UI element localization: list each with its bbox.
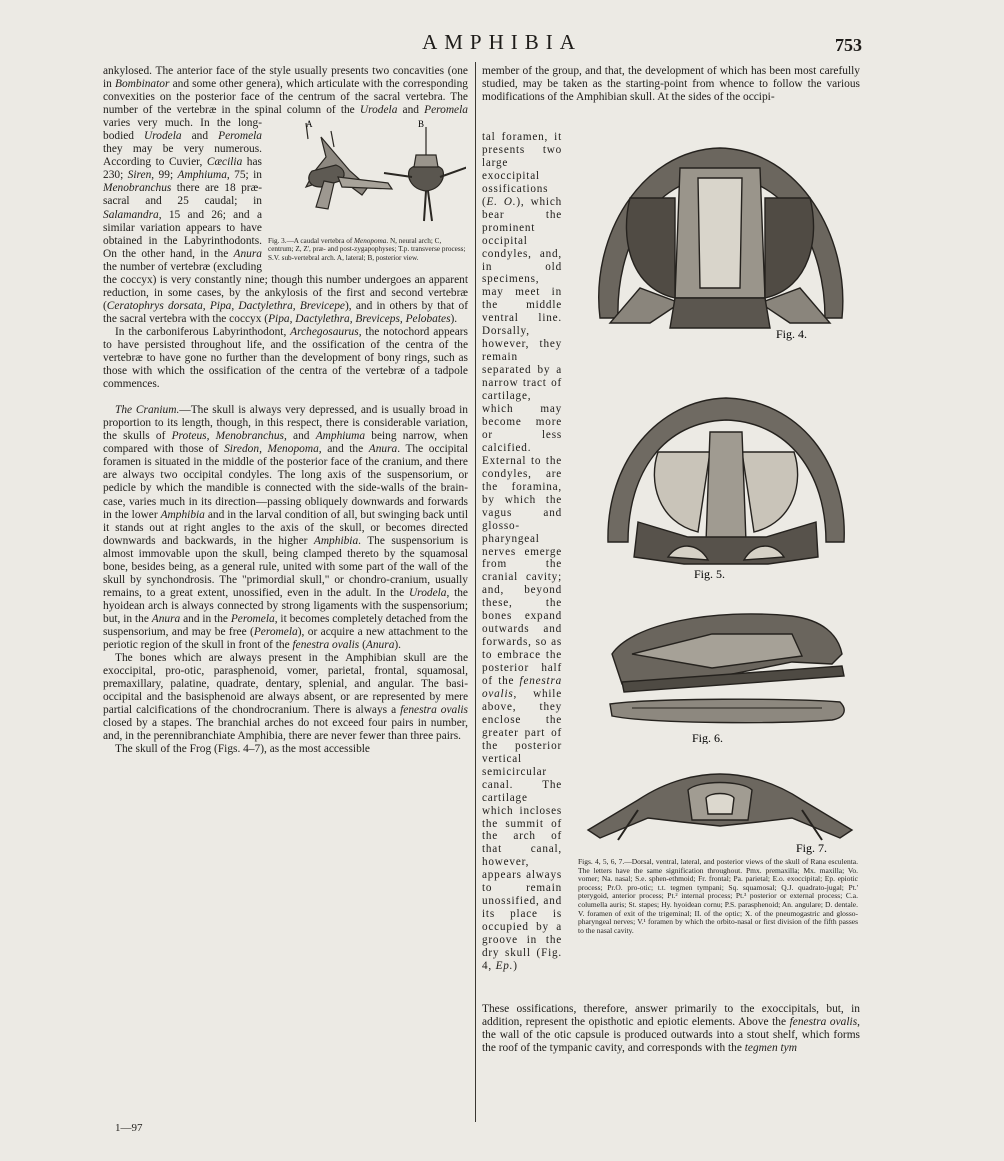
fig3-label-b: B bbox=[418, 119, 425, 130]
right-column-top: member of the group, and that, the development of which has been most carefully studied, may be taken as the starting-point from whence to follow the various modifications of the Amphibian skull. At the sides of the occipi- bbox=[482, 65, 860, 104]
paragraph-vertebrae: ankylosed. The anterior face of the style usually presents two concavities (one in Bombinator and some other genera), which articulate with the corresponding convexities on the posterior face of the centrum of the sacral vertebra. The number of the vertebræ in the spinal column of the A B Fig. 3.—A caudal vertebra of Menopoma. N, neural arch; C, centrum; Z, Z', præ- and post-zygapophyses; T.p. transverse process; S.V. sub-vertebral arch. A, lateral; B, posterior view. Urodela and Peromela varies very much. In the long-bodied Urodela and Peromela they may be very numerous. According to Cuvier, Cæcilia has 230; Siren, 99; Amphiuma, 75; in Menobranchus there are 18 præ-sacral and 25 caudal; in Salamandra, 15 and 26; and a similar variation appears to have obtained in the Labyrinthodonts. On the other hand, in the Anura the number of vertebræ (excluding the coccyx) is very constantly nine; though this number undergoes an apparent reduction, in some cases, by the ankylosis of the first and second vertebræ (Ceratophrys dorsata, Pipa, Dactylethra, Brevicepe), and in others by that of the sacral vertebra with the coccyx (Pipa, Dactylethra, Breviceps, Pelobates). bbox=[103, 65, 468, 325]
figures-caption: Figs. 4, 5, 6, 7.—Dorsal, ventral, lateral, and posterior views of the skull of Rana esculenta. The letters have the same signification throughout. Pmx. premaxilla; Mx. maxilla; Vo. vomer; Na. nasal; S.e. sphen-ethmoid; Fr. frontal; Pa. parietal; E.o. exoccipital; Ep. epiotic process; Pr.O. pro-otic; t.t. tegmen tympani; Sq. squamosal; Q.J. quadrato-jugal; Pt.' pterygoid, anterior process; Pt.² internal process; Pt.³ posterior or external process; C.a. columella auris; St. stapes; Hy. hyoidean cornu; P.S. parasphenoid; An. angulare; D. dentale. V. foramen of exit of the trigeminal; II. of the optic; X. of the pneumogastric and glosso-pharyngeal nerves; V.¹ foramen by which the orbito-nasal or first division of the fifth passes to the nasal cavity. bbox=[578, 857, 858, 935]
paragraph-frog-skull: The skull of the Frog (Figs. 4–7), as the most accessible bbox=[115, 743, 370, 756]
paragraph-cranium: The Cranium.—The skull is always very depressed, and is usually broad in proportion to its length, though, in this respect, there is considerable variation, the skulls of Proteus, Menobranchus, and Amphiuma being narrow, when compared with those of Siredon, Menopoma, and the Anura. The occipital foramen is situated in the middle of the posterior face of the cranium, and there are always two occipital condyles. The long axis of the suspensorium, or pedicle by which the mandible is connected with the side-walls of the brain-case, varies much in its direction—passing obliquely downwards and forwards in the lower Amphibia and in the larval condition of all, but swinging back until it stands out at right angles to the axis of the skull, or becomes directed downwards and backwards, in the higher Amphibia. The suspensorium is almost immovable upon the skull, being clamped thereto by the squamosal bone, besides being, as a general rule, united with some part of the wall of the skull by synchondrosis. The "primordial skull," or chondro-cranium, usually remains, to a great extent, unossified, even in the adult. In the Urodela, the hyoidean arch is always connected by strong ligaments with the suspensorium; but, in the Anura and in the Peromela, it becomes completely detached from the suspensorium, and may be free (Peromela), or acquire a new attachment to the periotic region of the skull in front of the fenestra ovalis (Anura). bbox=[103, 404, 469, 652]
figure-5-skull-ventral bbox=[598, 392, 860, 582]
figure-3 bbox=[268, 117, 468, 265]
right-column-narrow: tal foramen, it presents two large exoccipital ossifications (E. O.), which bear the prominent occipital condyles, and, in old specimens, may meet in the middle ventral line. Dorsally, however, they remain separated by a narrow tract of cartilage, which may become more or less calcified. External to the condyles, are the foramina, by which the vagus and glosso-pharyngeal nerves emerge from the cranial cavity; and, beyond these, the bones expand outwards and forwards, so as to embrace the posterior half of the fenestra ovalis, while above, they enclose the greater part of the posterior vertical semicircular canal. The cartilage which incloses the summit of the arch of that canal, however, appears always to remain unossified, and its place is occupied by a groove in the dry skull (Fig. 4, Ep.) bbox=[482, 131, 562, 972]
fig5-label: Fig. 5. bbox=[694, 567, 726, 581]
paragraph-archegosaurus: In the carboniferous Labyrinthodont, Archegosaurus, the notochord appears to have persisted throughout life, and the ossification of the centra of the vertebræ to have gone no further than the development of bony rings, such as those with which the ossification of the centra of the vertebræ of a tadpole commences. bbox=[103, 325, 468, 391]
figure-6-skull-lateral bbox=[592, 594, 862, 744]
signature-mark: 1—97 bbox=[115, 1122, 143, 1134]
fig4-label: Fig. 4. bbox=[776, 327, 808, 341]
fig3-caption: Fig. 3.—A caudal vertebra of Menopoma. N, neural arch; C, centrum; Z, Z', præ- and post-zygapophyses; T.p. transverse process; S.V. sub-vertebral arch. A, lateral; B, posterior view. bbox=[268, 237, 466, 262]
figure-7-skull-posterior bbox=[578, 760, 862, 856]
page-number: 753 bbox=[835, 35, 862, 55]
right-column-bottom: These ossifications, therefore, answer primarily to the exoccipitals, but, in addition, represent the opisthotic and epiotic elements. Above the fenestra ovalis, the wall of the otic capsule is produced outwards into a stout shelf, which forms the roof of the tympanic cavity, and corresponds with the tegmen tym bbox=[482, 1003, 860, 1055]
running-head: AMPHIBIA bbox=[422, 30, 582, 54]
paragraph-bones: The bones which are always present in the Amphibian skull are the exoccipital, pro-otic, parasphenoid, vomer, parietal, frontal, squamosal, premaxillary, palatine, quadrate, dentary, splenial, and angular. The basi-occipital and the basisphenoid are always absent, or are represented by mere partial calcifications of the chondrocranium. There is always a fenestra ovalis closed by a stapes. The branchial arches do not exceed four pairs in number, and, in the perennibranchiate Amphibia, there are never fewer than three pairs. bbox=[103, 652, 468, 743]
fig6-label: Fig. 6. bbox=[692, 731, 724, 744]
left-column bbox=[103, 65, 468, 756]
figure-4-skull-dorsal bbox=[580, 138, 862, 343]
caudal-vertebra-illustration bbox=[276, 117, 466, 235]
column-divider bbox=[475, 62, 476, 1122]
section-heading-cranium: The Cranium. bbox=[115, 404, 180, 417]
fig7-label: Fig. 7. bbox=[796, 841, 828, 855]
fig3-label-a: A bbox=[306, 119, 313, 130]
